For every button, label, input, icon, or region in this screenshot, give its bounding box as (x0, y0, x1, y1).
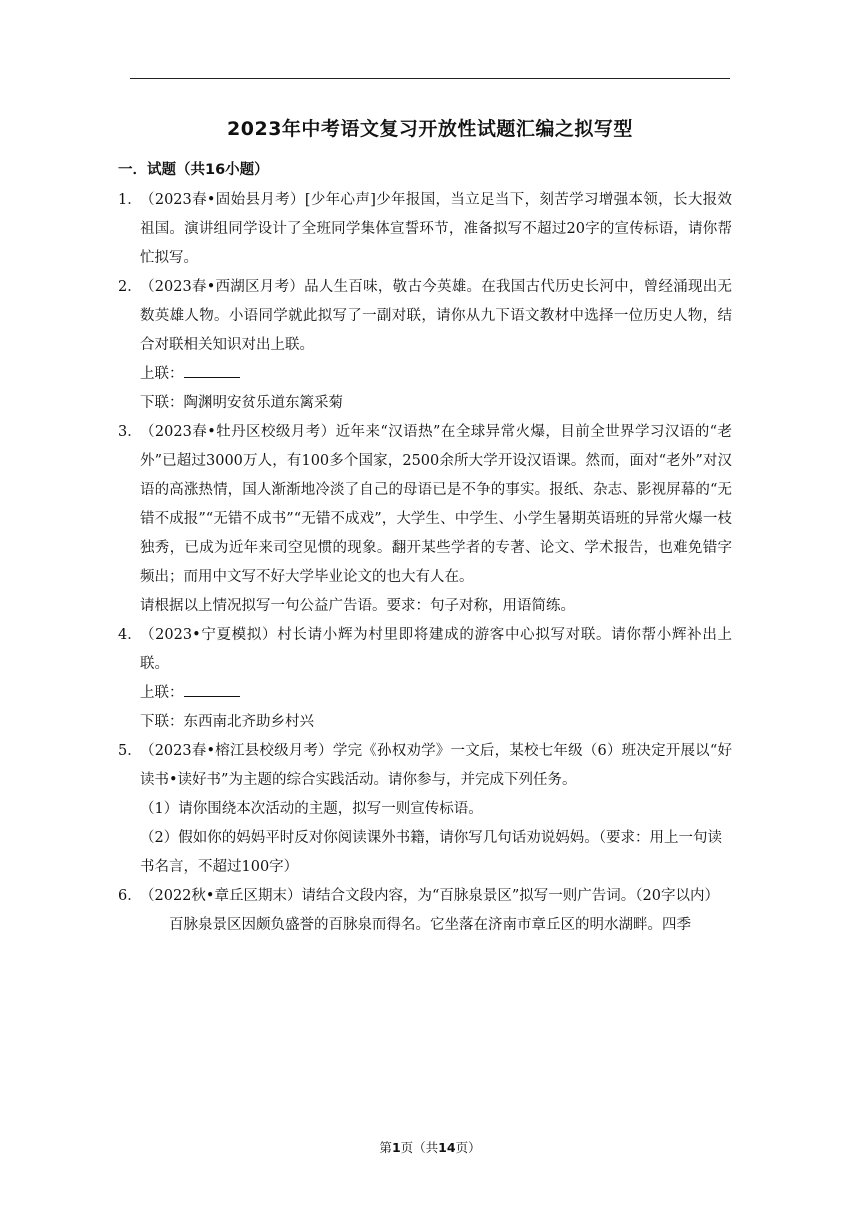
question-number: 6． (118, 888, 142, 904)
question-6 (118, 882, 732, 911)
question-list (118, 186, 732, 940)
upper-couplet-line (118, 360, 732, 389)
question-text: （2023春•榕江县校级月考）学完《孙权劝学》一文后，某校七年级（6）班决定开展以“好读书•读好书”为主题的综合实践活动。请你参与，并完成下列任务。 (140, 743, 732, 788)
question-number: 5． (118, 743, 142, 759)
header-rule (130, 78, 730, 79)
upper-couplet-label: 上联： (140, 366, 184, 382)
answer-blank (184, 363, 240, 378)
footer-prefix: 第 (379, 1140, 392, 1155)
footer-total-pages: 14 (438, 1140, 456, 1155)
question-number: 2． (118, 279, 142, 295)
question-request: 请根据以上情况拟写一句公益广告语。要求：句子对称，用语简练。 (140, 598, 575, 614)
question-2 (118, 273, 732, 360)
document-title: 2023年中考语文复习开放性试题汇编之拟写型 (227, 118, 633, 140)
lower-couplet: 下联：东西南北齐助乡村兴 (140, 714, 314, 730)
question-text: （2022秋•章丘区期末）请结合文段内容，为“百脉泉景区”拟写一则广告词。（20字以内） (140, 888, 719, 904)
question-number: 3． (118, 424, 142, 440)
question-number: 4． (118, 627, 142, 643)
upper-couplet-line (118, 679, 732, 708)
footer-page-number: 1 (391, 1140, 401, 1155)
question-text: （2023春•牡丹区校级月考）近年来“汉语热”在全球异常火爆，目前全世界学习汉语的“老外”已超过3000万人，有100多个国家，2500余所大学开设汉语课。然而，面对“老外”对汉语的高涨热情，国人渐渐地冷淡了自己的母语已是不争的事实。报纸、杂志、影视屏幕的“无错不成报”“无错不成书”“无错不成戏”，大学生、中学生、小学生暑期英语班的异常火爆一枝独秀，已成为近年来司空见惯的现象。翻开某些学者的专著、论文、学术报告，也难免错字频出；而用中文写不好大学毕业论文的也大有人在。 (140, 424, 732, 585)
task-1: （1）请你围绕本次活动的主题，拟写一则宣传标语。 (140, 801, 483, 817)
question-number: 1． (118, 192, 142, 208)
task-2: （2）假如你的妈妈平时反对你阅读课外书籍，请你写几句话劝说妈妈。（要求：用上一句读书名言，不超过100字） (140, 830, 722, 875)
question-text: （2023•宁夏模拟）村长请小辉为村里即将建成的游客中心拟写对联。请你帮小辉补出上联。 (140, 627, 732, 672)
footer-middle: 页（共 (400, 1140, 439, 1155)
footer-suffix: 页） (455, 1140, 481, 1155)
section-heading: 一．试题（共16小题） (118, 162, 269, 178)
question-text: （2023春•西湖区月考）品人生百味，敬古今英雄。在我国古代历史长河中，曾经涌现出无数英雄人物。小语同学就此拟写了一副对联，请你从九下语文教材中选择一位历史人物，结合对联相关知识对出上联。 (140, 279, 732, 353)
reading-passage: 百脉泉景区因颇负盛誉的百脉泉而得名。它坐落在济南市章丘区的明水湖畔。四季 (169, 917, 691, 933)
question-4 (118, 621, 732, 679)
question-3 (118, 418, 732, 592)
page-footer (0, 1138, 860, 1156)
question-5 (118, 737, 732, 795)
answer-blank (184, 682, 240, 697)
lower-couplet: 下联：陶渊明安贫乐道东篱采菊 (140, 395, 343, 411)
question-text: （2023春•固始县月考）[少年心声]少年报国，当立足当下，刻苦学习增强本领，长大报效祖国。演讲组同学设计了全班同学集体宣誓环节，准备拟写不超过20字的宣传标语，请你帮忙拟写。 (140, 192, 732, 266)
question-1 (118, 186, 732, 273)
upper-couplet-label: 上联： (140, 685, 184, 701)
